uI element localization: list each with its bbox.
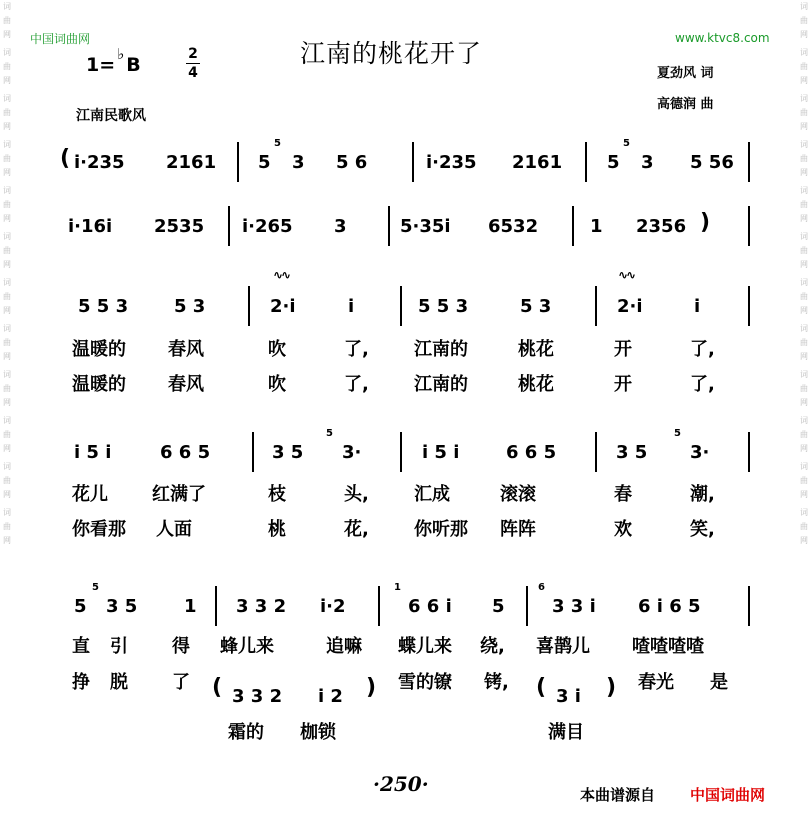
- note-group: i: [348, 296, 355, 317]
- note-group: 2535: [154, 216, 205, 237]
- note-group: 5 56: [690, 152, 734, 173]
- note-group: 5 6: [336, 152, 368, 173]
- note-group: 6532: [488, 216, 539, 237]
- note-group: 3 5: [616, 442, 648, 463]
- alt-note-group: i 2: [318, 686, 343, 707]
- note-group: 5 5 3: [418, 296, 469, 317]
- note-group: 2161: [512, 152, 563, 173]
- note-group: 5 5 3: [78, 296, 129, 317]
- note-group: 6 6 5: [506, 442, 557, 463]
- note-group: 5·35i: [400, 216, 451, 237]
- source-label: 本曲谱源自: [580, 786, 656, 804]
- lyricist-credit: 夏劲风 词: [657, 66, 714, 81]
- note-group: 2356: [636, 216, 687, 237]
- note-group: 2161: [166, 152, 217, 173]
- song-title: 江南的桃花开了: [300, 39, 483, 68]
- note-group: i·16i: [68, 216, 113, 237]
- left-watermark-column: 词曲网 词曲网 词曲网 词曲网 词曲网 词曲网 词曲网 词曲网 词曲网 词曲网 词曲网 词曲网: [3, 2, 11, 545]
- watermark-url: www.ktvc8.com: [675, 31, 770, 45]
- note-group: 3: [292, 152, 305, 173]
- time-signature: 2 4: [186, 46, 200, 81]
- note-group: 3 5: [106, 596, 138, 617]
- note-group: i: [694, 296, 701, 317]
- note-group: 1: [184, 596, 197, 617]
- note-group: 3·: [690, 442, 710, 463]
- note-group: 5 3: [174, 296, 206, 317]
- right-watermark-column: 词曲网 词曲网 词曲网 词曲网 词曲网 词曲网 词曲网 词曲网 词曲网 词曲网 词曲网 词曲网: [800, 2, 808, 545]
- alt-note-group: 3 i: [556, 686, 581, 707]
- score-row-3: 5 5 3 5 3 ∿∿ 2·i i 5 5 3 5 3 ∿∿ 2·i i: [60, 286, 760, 326]
- note-group: 3: [641, 152, 654, 173]
- note-group: 2·i: [617, 296, 643, 317]
- note-group: 6 i 6 5: [638, 596, 701, 617]
- note-group: 5: [74, 596, 87, 617]
- note-group: 2·i: [270, 296, 296, 317]
- note-group: i·235: [74, 152, 125, 173]
- note-group: i·265: [242, 216, 293, 237]
- score-row-5: 5 5 3 5 1 3 3 2 i·2 1 6 6 i 5 6 3 3 i 6 i 6 5: [60, 586, 760, 626]
- note-group: 3·: [342, 442, 362, 463]
- watermark-site-name: 中国词曲网: [30, 32, 91, 46]
- composer-credit: 高德润 曲: [657, 97, 714, 112]
- score-row-2: i·16i 2535 i·265 3 5·35i 6532 1 2356 ): [60, 206, 760, 246]
- note-group: 5: [492, 596, 505, 617]
- note-group: 3 3 i: [552, 596, 596, 617]
- note-group: 6 6 i: [408, 596, 452, 617]
- note-group: 3: [334, 216, 347, 237]
- note-group: 5 3: [520, 296, 552, 317]
- note-group: i·235: [426, 152, 477, 173]
- note-group: i 5 i: [422, 442, 460, 463]
- source-site: 中国词曲网: [690, 786, 766, 804]
- note-group: 6 6 5: [160, 442, 211, 463]
- note-group: 5: [607, 152, 620, 173]
- key-signature: 1= ♭ B: [86, 45, 141, 76]
- style-marking: 江南民歌风: [76, 108, 146, 124]
- note-group: 1: [590, 216, 603, 237]
- page-number: ·250·: [373, 772, 429, 796]
- note-group: 5: [258, 152, 271, 173]
- note-group: i 5 i: [74, 442, 112, 463]
- score-row-4: i 5 i 6 6 5 3 5 5 3· i 5 i 6 6 5 3 5 5 3·: [60, 432, 760, 472]
- note-group: 3 3 2: [236, 596, 287, 617]
- note-group: 3 5: [272, 442, 304, 463]
- score-row-1: ( i·235 2161 5 5 3 5 6 i·235 2161 5 5 3 5 56: [60, 142, 760, 182]
- alt-note-group: 3 3 2: [232, 686, 283, 707]
- note-group: i·2: [320, 596, 346, 617]
